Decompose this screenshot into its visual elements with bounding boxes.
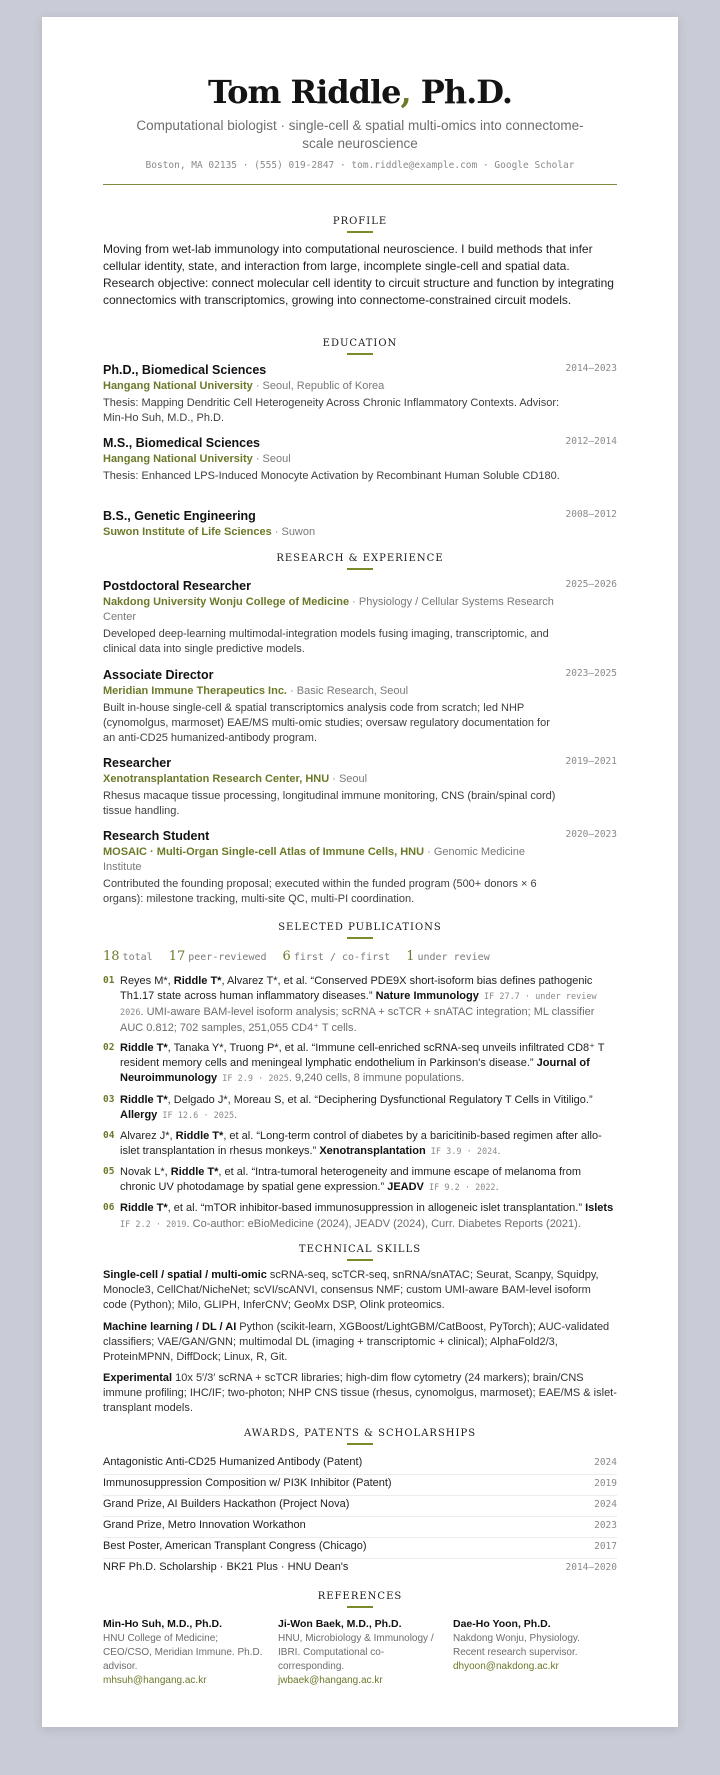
education-entry: [103, 435, 617, 484]
publication-citation: [120, 1129, 617, 1160]
reference-email[interactable]: dhyoon@nakdong.ac.kr: [453, 1661, 559, 1672]
entry-title: Ph.D., Biomedical Sciences: [103, 363, 267, 377]
award-year: 2014–2020: [565, 1562, 617, 1573]
pub-note: .: [497, 1145, 501, 1157]
entry-org-line: [103, 452, 563, 467]
award-title: Grand Prize, AI Builders Hackathon (Project Nova): [103, 1498, 350, 1510]
stat-review-count: 1: [406, 949, 415, 964]
publication-number: 02: [103, 1042, 115, 1053]
pub-title: , et al. “Intra-tumoral heterogeneity and immune escape of melanoma from chronic UV photodamage by spatial gene expression.”: [120, 1166, 581, 1193]
entry-location: · Basic Research, Seoul: [287, 685, 409, 697]
entry-title: B.S., Genetic Engineering: [103, 509, 256, 523]
award-year: 2019: [594, 1478, 617, 1489]
entry-org-line: [103, 772, 563, 787]
section-title-references: REFERENCES: [103, 1591, 617, 1608]
section-title-skills: TECHNICAL SKILLS: [103, 1244, 617, 1261]
award-row: [103, 1558, 617, 1579]
entry-date: 2014–2023: [565, 363, 617, 374]
publication-item: [103, 1129, 617, 1160]
skill-label: Experimental: [103, 1372, 173, 1384]
publication-citation: [120, 1093, 617, 1124]
entry-description: Thesis: Mapping Dendritic Cell Heterogeneity Across Chronic Inflammatory Contexts. Advisor: Min-Ho Suh, M.D., Ph.D.: [103, 397, 560, 424]
pub-note: .: [495, 1181, 499, 1193]
award-title: NRF Ph.D. Scholarship · BK21 Plus · HNU Dean's: [103, 1561, 349, 1573]
entry-location: · Seoul: [252, 453, 291, 465]
entry-org: Hangang National University: [103, 380, 253, 392]
entry-org: Suwon Institute of Life Sciences: [103, 526, 272, 538]
candidate-name: [103, 73, 617, 111]
pub-author-self: Riddle T*: [120, 1094, 168, 1106]
skill-label: Machine learning / DL / AI: [103, 1321, 237, 1333]
publication-citation: [120, 1165, 617, 1196]
resume-page: [42, 17, 678, 1727]
stat-review-label: under review: [417, 952, 490, 963]
entry-date: 2023–2025: [565, 668, 617, 679]
pub-meta: IF 9.2 · 2022: [423, 1183, 496, 1193]
entry-org-line: [103, 684, 563, 699]
reference-email[interactable]: jwbaek@hangang.ac.kr: [278, 1675, 383, 1686]
pub-author-self: Riddle T*: [170, 1166, 219, 1178]
award-title: Best Poster, American Transplant Congress (Chicago): [103, 1540, 367, 1552]
pub-meta: IF 2.9 · 2025: [217, 1074, 289, 1084]
pub-note: . 9,240 cells, 8 immune populations.: [288, 1072, 465, 1084]
entry-date: 2025–2026: [565, 579, 617, 590]
entry-org-line: [103, 525, 563, 540]
pub-title: , Delgado J*, Moreau S, et al. “Deciphering Dysfunctional Regulatory T Cells in Vitiligo.”: [167, 1094, 593, 1106]
name-text: Tom Riddle: [208, 73, 401, 111]
pub-title: , Tanaka Y*, Truong P*, et al. “Immune cell-enriched scRNA-seq unveils infiltrated CD8⁺ T resident memory cells and meningeal lymphatic endothelium in Parkinson's disease.”: [120, 1042, 605, 1069]
pub-journal: Xenotransplantation: [319, 1145, 426, 1157]
entry-title: Researcher: [103, 756, 172, 770]
reference-description: Nakdong Wonju, Physiology. Recent research supervisor.: [453, 1633, 580, 1658]
entry-description: Contributed the founding proposal; executed within the funded program (500+ donors × 6 organs): milestone tracking, multi-site QC, multi-PI coordination.: [103, 878, 537, 905]
skill-text: 10x 5′/3′ scRNA + scTCR libraries; high-dim flow cytometry (24 markers); brain/CNS immune profiling; IHC/IF; two-photon; NHP CNS tissue (rhesus, cynomolgus, marmoset); EAE/MS & islet-transplant models.: [103, 1372, 617, 1414]
pub-journal: JEADV: [387, 1181, 424, 1193]
skill-group: [103, 1268, 617, 1313]
pub-meta: IF 3.9 · 2024: [425, 1147, 498, 1157]
reference-email[interactable]: mhsuh@hangang.ac.kr: [103, 1675, 207, 1686]
award-row: [103, 1474, 617, 1496]
skill-text: Python (scikit-learn, XGBoost/LightGBM/CatBoost, PyTorch); AUC-validated classifiers; VAE/GAN/GNN; multimodal DL (imaging + transcriptomic + clinical); AlphaFold2/3, ProteinMPNN, DiffDock; Linux, R, Git.: [103, 1321, 610, 1363]
pub-title: , et al. “Long-term control of diabetes by a baricitinib-based regimen after allo-islet transplantation in rhesus monkeys.”: [120, 1130, 602, 1157]
stat-total-label: total: [122, 952, 153, 963]
entry-description: Rhesus macaque tissue processing, longitudinal immune monitoring, CNS (brain/spinal cord) tissue handling.: [103, 790, 556, 817]
section-title-profile: PROFILE: [103, 216, 617, 233]
publication-citation: [120, 1041, 617, 1087]
publication-number: 06: [103, 1202, 115, 1213]
publication-number: 03: [103, 1094, 115, 1105]
award-row: [103, 1453, 617, 1475]
entry-location: · Suwon: [271, 526, 316, 538]
stat-first-count: 6: [282, 949, 291, 964]
publication-item: [103, 1041, 617, 1087]
award-year: 2023: [594, 1520, 617, 1531]
reference-name: Min-Ho Suh, M.D., Ph.D.: [103, 1618, 222, 1630]
reference-description: HNU College of Medicine; CEO/CSO, Meridian Immune. Ph.D. advisor.: [103, 1633, 263, 1672]
pub-authors-pre: Reyes M*,: [120, 975, 174, 987]
award-row: [103, 1537, 617, 1559]
entry-date: 2012–2014: [565, 436, 617, 447]
experience-entry: [103, 667, 617, 746]
entry-org: Nakdong University Wonju College of Medicine: [103, 596, 350, 608]
pub-journal: Allergy: [120, 1109, 158, 1121]
pub-author-self: Riddle T*: [175, 1130, 224, 1142]
stat-first-label: first / co-first: [293, 952, 391, 963]
tagline: Computational biologist · single-cell & spatial multi-omics into connectome-scale neuroscience: [136, 118, 584, 151]
section-title-publications: SELECTED PUBLICATIONS: [103, 922, 617, 939]
entry-location: · Seoul, Republic of Korea: [252, 380, 385, 392]
pub-journal: Nature Immunology: [375, 990, 479, 1002]
section-title-research: RESEARCH & EXPERIENCE: [103, 553, 617, 570]
pub-meta: IF 12.6 · 2025: [157, 1111, 235, 1121]
pub-note: .: [234, 1109, 238, 1121]
profile-text: Moving from wet-lab immunology into computational neuroscience. I build methods that infer cellular identity, state, and interaction from large, incomplete single-cell and spatial data. Research objective: connect molecular cell identity to circuit structure and function by integrating connectomics with transcriptomics, growing into connectome-constrained circuit models.: [103, 242, 614, 307]
publication-number: 04: [103, 1130, 115, 1141]
skill-group: [103, 1371, 617, 1416]
experience-entry: [103, 755, 617, 819]
header-divider: [103, 184, 617, 185]
publication-citation: [120, 974, 617, 1036]
entry-date: 2008–2012: [565, 509, 617, 520]
stat-peer-label: peer-reviewed: [188, 952, 267, 963]
entry-description: Developed deep-learning multimodal-integration models fusing imaging, transcriptomic, and clinical data into single predictive models.: [103, 628, 549, 655]
entry-location: · Seoul: [329, 773, 368, 785]
award-title: Immunosuppression Composition w/ PI3K Inhibitor (Patent): [103, 1477, 392, 1489]
skill-text: scRNA-seq, scTCR-seq, snRNA/snATAC; Seurat, Scanpy, Squidpy, Monocle3, CellChat/NicheNet; scVI/scANVI, consensus NMF; custom UMI-aware BAM-level isoform code (Python); Milo, GLIPH, InferCNV; GeoMx DSP, Olink proteomics.: [103, 1269, 599, 1311]
entry-title: M.S., Biomedical Sciences: [103, 436, 261, 450]
experience-entry: [103, 578, 617, 657]
pub-authors-pre: Alvarez J*,: [120, 1130, 176, 1142]
skill-group: [103, 1320, 617, 1365]
pub-title: , et al. “mTOR inhibitor-based immunosuppression in allogeneic islet transplantation.”: [167, 1202, 586, 1214]
award-title: Grand Prize, Metro Innovation Workathon: [103, 1519, 306, 1531]
entry-title: Research Student: [103, 829, 210, 843]
entry-title: Associate Director: [103, 668, 214, 682]
entry-description: Thesis: Enhanced LPS-Induced Monocyte Activation by Recombinant Human Soluble CD180.: [103, 470, 560, 482]
pub-meta: IF 27.7 · under review 2026: [120, 992, 597, 1018]
entry-org-line: [103, 845, 563, 875]
award-year: 2024: [594, 1457, 617, 1468]
reference-description: HNU, Microbiology & Immunology / IBRI. Computational co-corresponding.: [278, 1633, 434, 1672]
education-entry: [103, 362, 617, 426]
pub-author-self: Riddle T*: [173, 975, 222, 987]
entry-location: · Physiology / Cellular Systems Research Center: [103, 596, 554, 623]
entry-org-line: [103, 379, 563, 394]
publication-item: [103, 1201, 617, 1233]
publication-stats: [103, 949, 500, 964]
award-title: Antagonistic Anti-CD25 Humanized Antibody (Patent): [103, 1456, 363, 1468]
section-title-awards: AWARDS, PATENTS & SCHOLARSHIPS: [103, 1428, 617, 1445]
pub-note: . Co-author: eBioMedicine (2024), JEADV (2024), Curr. Diabetes Reports (2021).: [186, 1218, 581, 1230]
skill-label: Single-cell / spatial / multi-omic: [103, 1269, 267, 1281]
publication-item: [103, 1165, 617, 1196]
pub-journal: Journal of Neuroimmunology: [120, 1057, 590, 1084]
entry-org: MOSAIC · Multi-Organ Single-cell Atlas of Immune Cells, HNU: [103, 846, 425, 858]
name-degree: Ph.D.: [410, 73, 512, 111]
pub-author-self: Riddle T*: [120, 1202, 168, 1214]
pub-author-self: Riddle T*: [120, 1042, 168, 1054]
pub-note: . UMI-aware BAM-level isoform analysis; scRNA + scTCR + snATAC integration; ML classifier AUC 0.812; 702 samples, 251,055 CD4⁺ T cells.: [120, 1006, 595, 1034]
reference-name: Ji-Won Baek, M.D., Ph.D.: [278, 1618, 402, 1630]
stat-peer-count: 17: [168, 949, 186, 964]
pub-meta: IF 2.2 · 2019: [120, 1220, 187, 1230]
publication-number: 05: [103, 1166, 115, 1177]
education-entry: [103, 508, 617, 540]
publication-number: 01: [103, 975, 115, 986]
pub-title: , Alvarez T*, et al. “Conserved PDE9X short-isoform bias defines pathogenic Th1.17 state across human inflammatory diseases.”: [120, 975, 593, 1002]
entry-description: Built in-house single-cell & spatial transcriptomics analysis code from scratch; led NHP (cynomolgus, marmoset) EAE/MS multi-omic studies; oversaw regulatory documentation for an anti-CD25 humanized-antibody program.: [103, 702, 550, 744]
entry-org-line: [103, 595, 563, 625]
publication-item: [103, 1093, 617, 1124]
contact-line: Boston, MA 02135 · (555) 019-2847 · tom.riddle@example.com · Google Scholar: [145, 160, 575, 171]
pub-authors-pre: Novak L*,: [120, 1166, 171, 1178]
award-row: [103, 1516, 617, 1538]
award-year: 2024: [594, 1499, 617, 1510]
section-title-education: EDUCATION: [103, 338, 617, 355]
entry-title: Postdoctoral Researcher: [103, 579, 251, 593]
entry-date: 2019–2021: [565, 756, 617, 767]
reference-card: [278, 1617, 438, 1688]
entry-location: · Genomic Medicine Institute: [103, 846, 525, 873]
entry-date: 2020–2023: [565, 829, 617, 840]
publication-citation: [120, 1201, 617, 1233]
publication-item: [103, 974, 617, 1036]
entry-org: Meridian Immune Therapeutics Inc.: [103, 685, 287, 697]
reference-card: [103, 1617, 263, 1688]
entry-org: Xenotransplantation Research Center, HNU: [103, 773, 330, 785]
entry-org: Hangang National University: [103, 453, 253, 465]
award-row: [103, 1495, 617, 1517]
stat-total-count: 18: [103, 949, 120, 964]
award-year: 2017: [594, 1541, 617, 1552]
reference-card: [453, 1617, 613, 1674]
pub-journal: Islets: [585, 1202, 614, 1214]
reference-name: Dae-Ho Yoon, Ph.D.: [453, 1618, 551, 1630]
experience-entry: [103, 828, 617, 907]
name-comma: ,: [400, 73, 411, 111]
